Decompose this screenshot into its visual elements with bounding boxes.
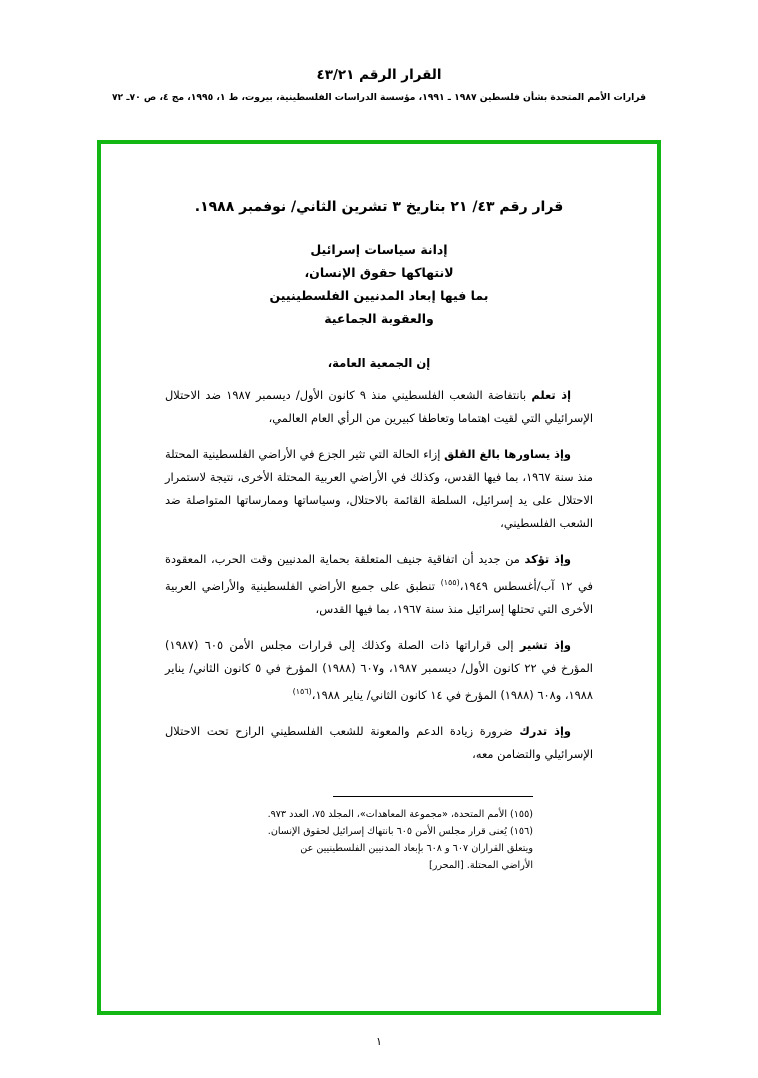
paragraph-1 xyxy=(165,384,593,430)
page-title: القرار الرقم ٤٣/٢١ xyxy=(316,67,442,83)
footnotes xyxy=(165,806,593,874)
paragraph-5-text: ضرورة زيادة الدعم والمعونة للشعب الفلسطيني الرازح تحت الاحتلال الإسرائيلي والتضامن معه، xyxy=(165,723,593,761)
page-number: ١ xyxy=(376,1035,382,1048)
paragraph-5-lead: وإذ تدرك xyxy=(519,723,572,738)
paragraph-4-lead: وإذ تشير xyxy=(519,637,571,652)
paragraph-4 xyxy=(165,634,593,707)
footnote-ref-155: (١٥٥) xyxy=(440,578,460,587)
subtitle-line-1: إدانة سياسات إسرائيل xyxy=(310,242,448,257)
footnote-156: (١٥٦) يُعنى قرار مجلس الأمن ٦٠٥ بانتهاك إسرائيل لحقوق الإنسان. xyxy=(267,825,533,837)
page-header xyxy=(0,0,758,105)
footnote-156-cont-2: الأراضي المحتلة. [المحرر] xyxy=(428,859,533,871)
paragraph-1-text: بانتفاضة الشعب الفلسطيني منذ ٩ كانون الأول/ ديسمبر ١٩٨٧ ضد الاحتلال الإسرائيلي التي لقيت اهتماما وتعاطفا كبيرين من الرأي العام العالمي، xyxy=(165,388,593,425)
resolution-title: قرار رقم ٤٣/ ٢١ بتاريخ ٣ تشرين الثاني/ نوفمبر ١٩٨٨. xyxy=(194,199,564,215)
footnote-separator xyxy=(333,796,533,797)
paragraph-2-lead: وإذ يساورها بالغ القلق xyxy=(444,447,572,461)
green-border-frame xyxy=(97,140,661,1015)
paragraph-3-text: من جديد أن اتفاقية جنيف المتعلقة بحماية المدنيين وقت الحرب، المعقودة في ١٢ آب/أغسطس ١٩٤٩، xyxy=(165,552,593,593)
paragraph-3-lead: وإذ تؤكد xyxy=(524,552,571,566)
footnote-155: (١٥٥) الأمم المتحدة، «مجموعة المعاهدات»، المجلد ٧٥، العدد ٩٧٣. xyxy=(267,808,533,820)
preamble-lead: إن الجمعية العامة، xyxy=(327,356,431,370)
subtitle-line-4: والعقوبة الجماعية xyxy=(324,311,434,326)
document-body xyxy=(101,144,657,1011)
paragraph-2-text: إزاء الحالة التي تثير الجزع في الأراضي الفلسطينية المحتلة منذ سنة ١٩٦٧، بما فيها القدس، وكذلك في الأراضي العربية المحتلة الأخرى، نتيجة لاستمرار الاحتلال على يد إسرائيل، السلطة القائمة بالاحتلال، وسياساتها وممارساتها المتواصلة ضد الشعب الفلسطيني، xyxy=(165,447,593,530)
source-citation: قرارات الأمم المتحدة بشأن فلسطين ١٩٨٧ ـ ١٩٩١، مؤسسة الدراسات الفلسطينية، بيروت، ط ١، ١٩٩٥، مج ٤، ص ٧٠ـ ٧٢ xyxy=(111,92,647,103)
paragraph-3 xyxy=(165,548,593,621)
subtitle-line-2: لانتهاكها حقوق الإنسان، xyxy=(304,265,454,280)
paragraph-1-lead: إذ تعلم xyxy=(531,388,571,402)
paragraph-3-text-after: تنطبق على جميع الأراضي الفلسطينية والأراضي العربية الأخرى التي تحتلها إسرائيل منذ سنة ١٩٦٧، بما فيها القدس، xyxy=(165,578,593,616)
paragraph-4-text: إلى قراراتها ذات الصلة وكذلك إلى قرارات مجلس الأمن ٦٠٥ (١٩٨٧) المؤرخ في ٢٢ كانون الأول/ ديسمبر ١٩٨٧، و٦٠٧ (١٩٨٨) المؤرخ في ٥ كانون الثاني/ يناير ١٩٨٨، و٦٠٨ (١٩٨٨) المؤرخ في ١٤ كانون الثاني/ يناير ١٩٨٨، xyxy=(165,637,593,702)
paragraph-5 xyxy=(165,720,593,766)
resolution-subtitle xyxy=(165,238,593,330)
subtitle-line-3: بما فيها إبعاد المدنيين الفلسطينيين xyxy=(269,288,489,303)
paragraph-2 xyxy=(165,443,593,535)
footnote-156-cont-1: ويتعلق القراران ٦٠٧ و ٦٠٨ بإبعاد المدنيين الفلسطينيين عن xyxy=(300,842,533,854)
footnote-ref-156: (١٥٦) xyxy=(292,686,312,696)
